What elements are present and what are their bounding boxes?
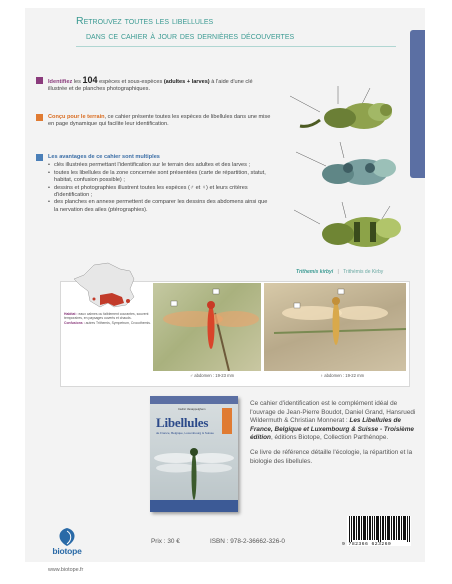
advantages-title: Les avantages de ce cahier sont multiples: [48, 154, 160, 160]
dragonfly-illustrations: [280, 82, 420, 262]
dragonfly-head-illustration-1: [290, 86, 392, 129]
field-keyword: Conçu pour le terrain: [48, 114, 105, 120]
section-field: [48, 114, 272, 129]
male-caption: ♂ abdomen : 19-23 mm: [190, 373, 235, 378]
scientific-name: Trithemis kirbyi: [296, 269, 334, 275]
advantages-list: [48, 162, 272, 214]
book-title: Libellules: [156, 415, 209, 430]
identify-text-c: à l'aide d'une clé illustrée et de planches photographiques.: [48, 79, 253, 93]
section-advantages: [48, 154, 272, 214]
list-item: • dessins et photographies illustrent toutes les espèces (♂ et ♀) et leurs critères d'identification ;: [48, 185, 272, 200]
identify-keyword: Identifiez: [48, 79, 73, 85]
book-top-band: [150, 396, 238, 404]
species-count: 104: [82, 75, 98, 85]
book-subtitle: de France, Belgique, Luxembourg & Suisse: [156, 431, 214, 435]
dragonfly-head-illustration-2: [296, 142, 396, 185]
france-distribution-map: [64, 261, 152, 311]
description-paragraph-1: [250, 400, 420, 443]
website-link[interactable]: www.biotope.fr: [48, 567, 84, 573]
book-dragonfly-image: [150, 436, 238, 502]
habitat-label: Habitat :: [64, 312, 78, 316]
description-text-b: , éditions Biotope, Collection Parthénope.: [270, 434, 389, 442]
price: Prix : 30 €: [151, 538, 180, 545]
male-dragonfly-photo: [153, 283, 261, 371]
female-dragonfly-photo: [264, 283, 406, 371]
field-text: , ce cahier présente toutes les espèces de libellules dans une mise en page dynamique qui facilite leur identification.: [48, 114, 271, 128]
confusion-label: Confusions :: [64, 320, 85, 325]
blue-marker: [36, 154, 43, 161]
list-item: • toutes les libellules de la zone concernée sont présentées (carte de répartition, statut, habitat, confusion possible) ;: [48, 170, 272, 185]
purple-marker: [36, 77, 43, 84]
reference-book-title: Les Libellules de France, Belgique et Luxembourg & Suisse - Troisième édition: [250, 417, 414, 442]
female-dragonfly-image: [264, 283, 406, 371]
identify-text-b: espèces et sous-espèces: [99, 79, 163, 85]
species-caption: [296, 269, 414, 277]
barcode-number: 9 782366 623260: [342, 542, 392, 547]
headline: [76, 14, 396, 47]
book-bottom-band: [150, 500, 238, 512]
headline-line-2: dans ce cahier à jour des dernières découvertes: [86, 30, 295, 42]
list-item: • des planches en annexe permettent de comparer les dessins des abdomens ainsi que la nervation des ailes (ptérographies).: [48, 199, 272, 214]
habitat-text: eaux calmes ou faiblement courantes, souvent temporaires, en paysages ouverts et chauds.: [64, 312, 149, 321]
isbn: ISBN : 978-2-36662-326-0: [210, 538, 285, 545]
orange-marker: [36, 114, 43, 121]
headline-line-1: Retrouvez toutes les libellules: [76, 15, 214, 27]
habitat-notes: [64, 312, 152, 325]
biotope-logo: [48, 526, 86, 560]
companion-description: [250, 400, 420, 472]
book-orange-tab: [222, 408, 232, 434]
companion-book-cover: [150, 396, 238, 512]
common-name: Trithémis de Kirby: [343, 269, 384, 275]
caption-separator: |: [337, 269, 339, 275]
female-caption: ♀ abdomen : 19-22 mm: [320, 373, 365, 378]
identify-bold: (adultes + larves): [163, 79, 210, 85]
male-dragonfly-image: [153, 283, 261, 371]
confusion-text: autres Trithemis, Sympetrum, Crocothemis.: [85, 320, 151, 325]
list-item: • clés illustrées permettant l'identification sur le terrain des adultes et des larves ;: [48, 162, 272, 169]
description-text-a: Ce cahier d'identification est le complément idéal de l'ouvrage de Jean-Pierre Boudot, Daniel Grand, Hansruedi Wildermuth & Christian Monnerat :: [250, 400, 416, 425]
identify-text-a: les: [73, 79, 81, 85]
description-paragraph-2: Ce livre de référence détaille l'écologie, la répartition et la biologie des libellules.: [250, 448, 413, 465]
section-identify: [48, 77, 272, 94]
leaf-icon: [48, 526, 86, 548]
dragonfly-head-illustration-3: [294, 202, 401, 247]
book-author: Cédric Vanappelghem: [178, 407, 206, 411]
logo-text: biotope: [52, 546, 82, 556]
